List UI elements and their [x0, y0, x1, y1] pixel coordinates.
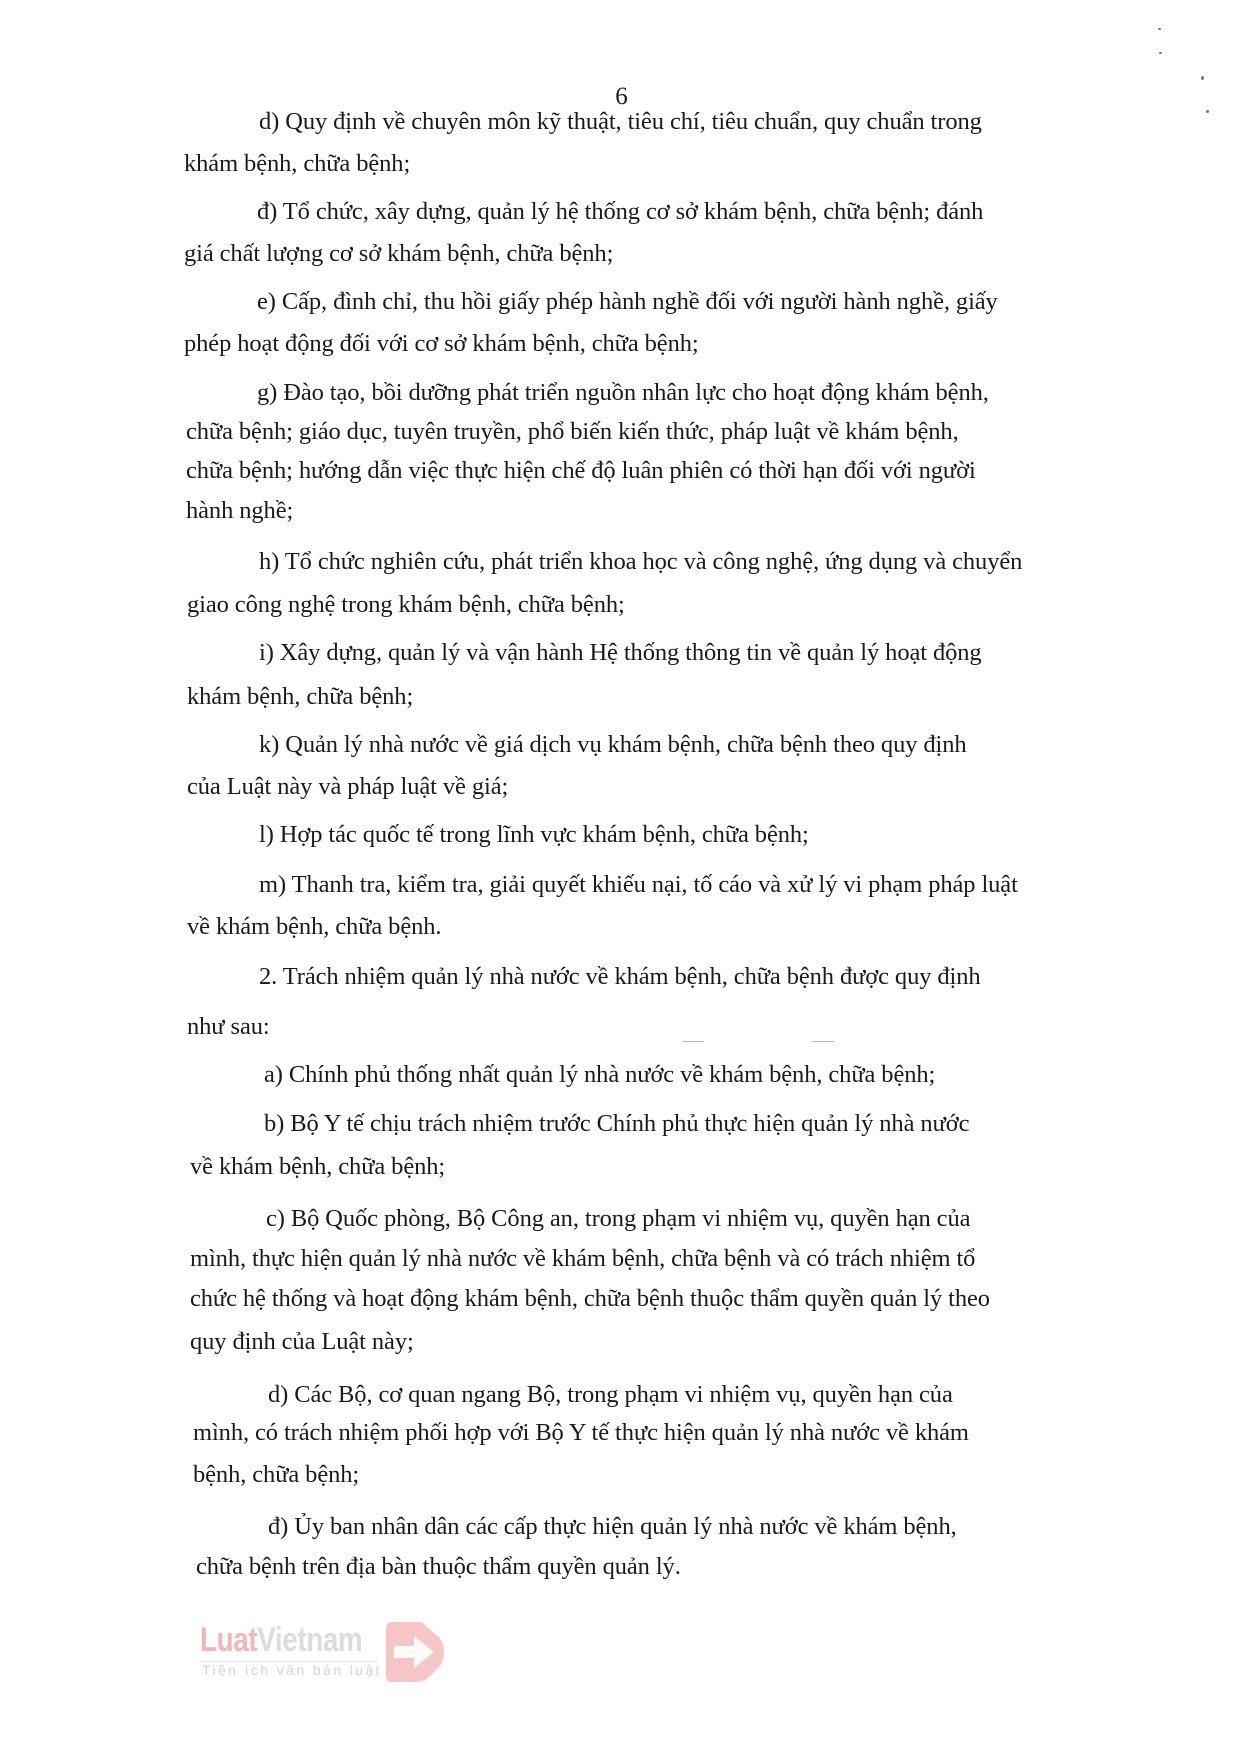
- document-text-line: bệnh, chữa bệnh;: [193, 1461, 360, 1488]
- document-text-line: c) Bộ Quốc phòng, Bộ Công an, trong phạm vi nhiệm vụ, quyền hạn của: [266, 1205, 971, 1232]
- document-text-line: a) Chính phủ thống nhất quản lý nhà nước về khám bệnh, chữa bệnh;: [264, 1061, 936, 1088]
- scan-dash: [682, 1041, 704, 1042]
- page-number: 6: [615, 83, 628, 110]
- scan-speck: [1159, 52, 1162, 54]
- document-text-line: chức hệ thống và hoạt động khám bệnh, chữa bệnh thuộc thẩm quyền quản lý theo: [190, 1285, 990, 1312]
- document-text-line: như sau:: [187, 1013, 270, 1040]
- scan-speck: [1206, 110, 1209, 113]
- watermark-brand: LuatVietnam: [200, 1621, 363, 1659]
- document-text-line: khám bệnh, chữa bệnh;: [184, 150, 411, 177]
- document-text-line: d) Quy định về chuyên môn kỹ thuật, tiêu chí, tiêu chuẩn, quy chuẩn trong: [259, 108, 982, 135]
- document-text-line: đ) Tổ chức, xây dựng, quản lý hệ thống cơ sở khám bệnh, chữa bệnh; đánh: [257, 198, 984, 225]
- arrow-right-icon: [382, 1620, 450, 1684]
- document-text-line: l) Hợp tác quốc tế trong lĩnh vực khám bệnh, chữa bệnh;: [259, 821, 809, 848]
- document-text-line: 2. Trách nhiệm quản lý nhà nước về khám bệnh, chữa bệnh được quy định: [259, 963, 981, 990]
- document-text-line: chữa bệnh trên địa bàn thuộc thẩm quyền quản lý.: [196, 1553, 681, 1580]
- document-text-line: chữa bệnh; hướng dẫn việc thực hiện chế độ luân phiên có thời hạn đối với người: [186, 457, 976, 484]
- document-text-line: đ) Ủy ban nhân dân các cấp thực hiện quản lý nhà nước về khám bệnh,: [268, 1513, 957, 1540]
- scan-dash: [812, 1041, 834, 1042]
- document-text-line: i) Xây dựng, quản lý và vận hành Hệ thống thông tin về quản lý hoạt động: [259, 639, 982, 666]
- document-text-line: d) Các Bộ, cơ quan ngang Bộ, trong phạm vi nhiệm vụ, quyền hạn của: [268, 1381, 953, 1408]
- scan-speck: [1158, 28, 1161, 30]
- document-text-line: g) Đào tạo, bồi dưỡng phát triển nguồn nhân lực cho hoạt động khám bệnh,: [257, 379, 989, 406]
- document-text-line: mình, có trách nhiệm phối hợp với Bộ Y tế thực hiện quản lý nhà nước về khám: [193, 1419, 969, 1446]
- document-text-line: h) Tổ chức nghiên cứu, phát triển khoa học và công nghệ, ứng dụng và chuyển: [259, 548, 1023, 575]
- document-text-line: e) Cấp, đình chỉ, thu hồi giấy phép hành nghề đối với người hành nghề, giấy: [257, 288, 998, 315]
- luatvietnam-watermark: [200, 1620, 460, 1690]
- watermark-tagline: Tiện ích văn bản luật: [202, 1662, 382, 1678]
- document-text-line: quy định của Luật này;: [190, 1328, 414, 1355]
- document-text-line: của Luật này và pháp luật về giá;: [187, 773, 509, 800]
- document-text-line: chữa bệnh; giáo dục, tuyên truyền, phổ biến kiến thức, pháp luật về khám bệnh,: [186, 418, 959, 445]
- document-text-line: về khám bệnh, chữa bệnh;: [190, 1153, 446, 1180]
- document-text-line: b) Bộ Y tế chịu trách nhiệm trước Chính phủ thực hiện quản lý nhà nước: [264, 1110, 970, 1137]
- document-text-line: phép hoạt động đối với cơ sở khám bệnh, chữa bệnh;: [184, 330, 699, 357]
- document-text-line: hành nghề;: [186, 497, 294, 524]
- document-text-line: giao công nghệ trong khám bệnh, chữa bệnh;: [187, 591, 625, 618]
- document-text-line: k) Quản lý nhà nước về giá dịch vụ khám bệnh, chữa bệnh theo quy định: [259, 731, 967, 758]
- document-text-line: về khám bệnh, chữa bệnh.: [187, 913, 442, 940]
- document-text-line: giá chất lượng cơ sở khám bệnh, chữa bệnh;: [184, 240, 614, 267]
- document-text-line: m) Thanh tra, kiểm tra, giải quyết khiếu nại, tố cáo và xử lý vi phạm pháp luật: [259, 871, 1018, 898]
- document-text-line: khám bệnh, chữa bệnh;: [187, 683, 414, 710]
- document-text-line: mình, thực hiện quản lý nhà nước về khám bệnh, chữa bệnh và có trách nhiệm tổ: [190, 1245, 976, 1272]
- scan-speck: [1201, 76, 1204, 80]
